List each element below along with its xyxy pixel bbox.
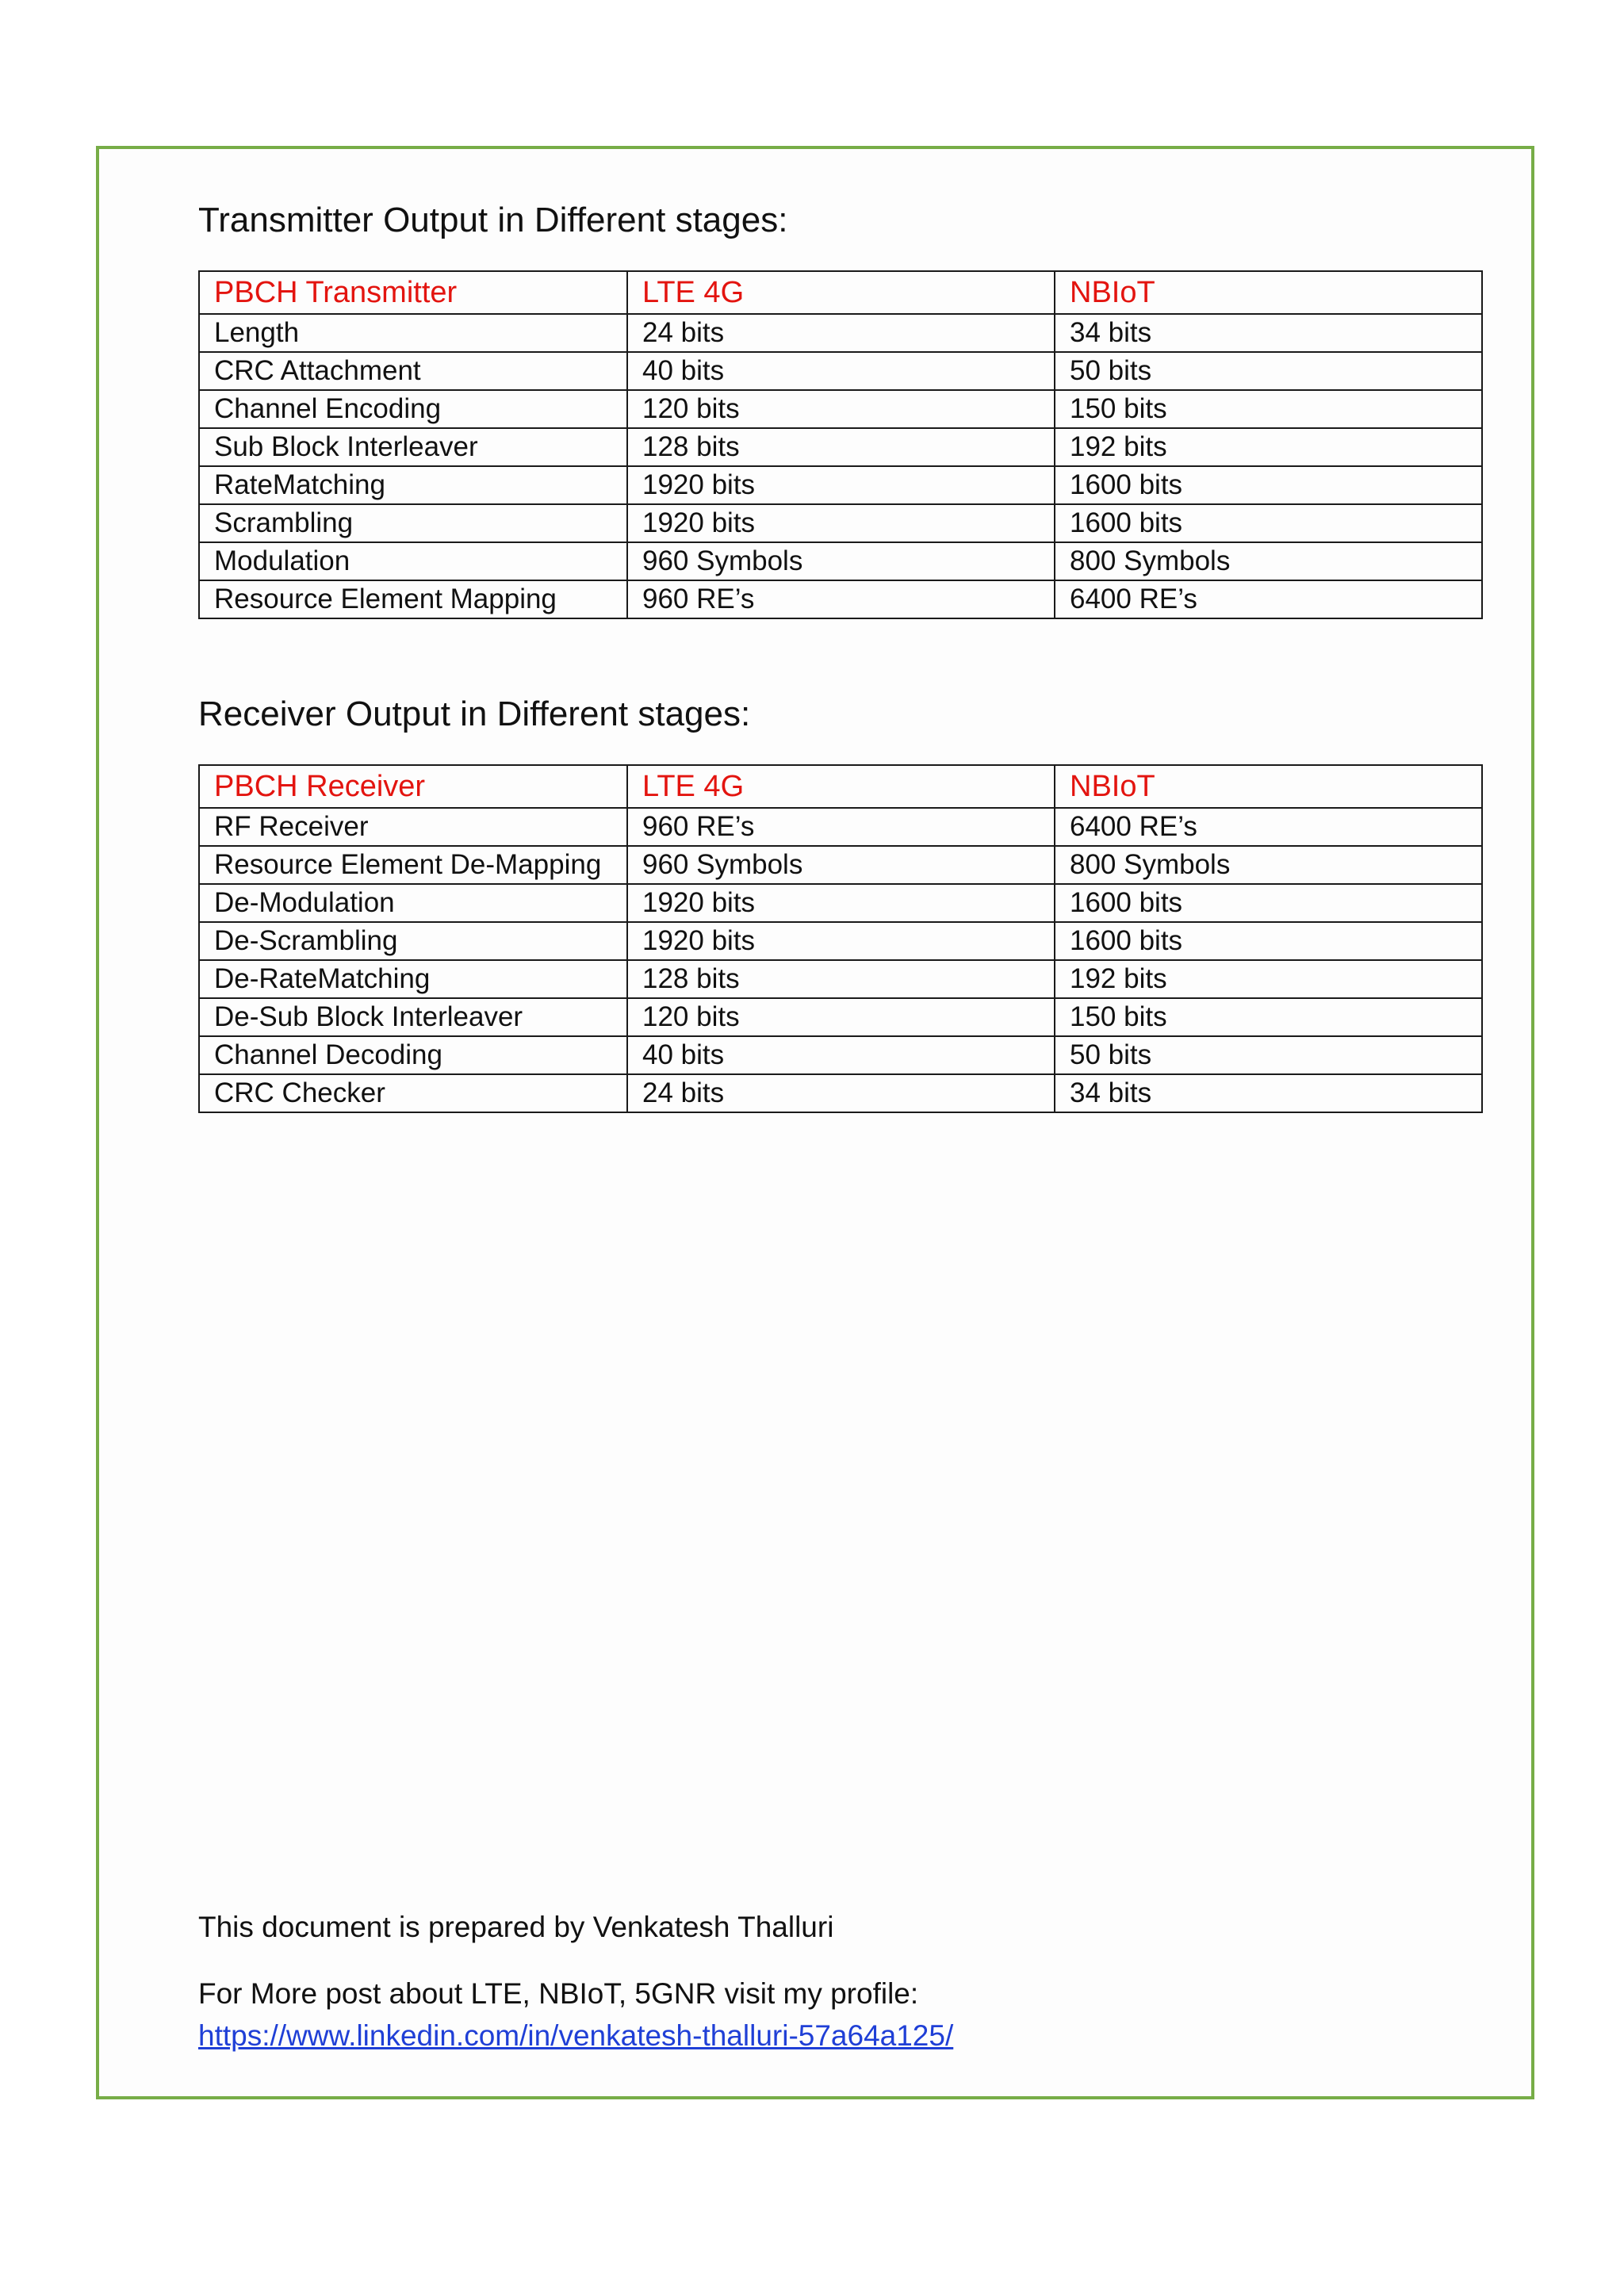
lte-value-cell: 1920 bits (627, 884, 1055, 922)
profile-invitation: For More post about LTE, NBIoT, 5GNR visit my profile: (198, 1977, 919, 2010)
nbiot-value-cell: 50 bits (1055, 1036, 1482, 1074)
stage-name-cell: CRC Checker (199, 1074, 627, 1112)
lte-value-cell: 960 Symbols (627, 542, 1055, 580)
table-row (199, 504, 1482, 542)
table-row (199, 1074, 1482, 1112)
table-row (199, 998, 1482, 1036)
column-header: NBIoT (1055, 765, 1482, 808)
receiver-table (198, 764, 1483, 1113)
stage-name-cell: Sub Block Interleaver (199, 428, 627, 466)
table-row (199, 960, 1482, 998)
stage-name-cell: De-Scrambling (199, 922, 627, 960)
lte-value-cell: 1920 bits (627, 466, 1055, 504)
table-row (199, 580, 1482, 618)
stage-name-cell: De-Modulation (199, 884, 627, 922)
lte-value-cell: 128 bits (627, 960, 1055, 998)
stage-name-cell: Modulation (199, 542, 627, 580)
transmitter-heading: Transmitter Output in Different stages: (198, 201, 788, 239)
lte-value-cell: 1920 bits (627, 922, 1055, 960)
table-row (199, 884, 1482, 922)
stage-name-cell: Resource Element Mapping (199, 580, 627, 618)
lte-value-cell: 24 bits (627, 314, 1055, 352)
stage-name-cell: CRC Attachment (199, 352, 627, 390)
nbiot-value-cell: 192 bits (1055, 960, 1482, 998)
table-header-row (199, 271, 1482, 314)
table-row (199, 1036, 1482, 1074)
lte-value-cell: 1920 bits (627, 504, 1055, 542)
lte-value-cell: 24 bits (627, 1074, 1055, 1112)
column-header: LTE 4G (627, 765, 1055, 808)
stage-name-cell: RF Receiver (199, 808, 627, 846)
column-header: PBCH Transmitter (199, 271, 627, 314)
stage-name-cell: Channel Encoding (199, 390, 627, 428)
nbiot-value-cell: 800 Symbols (1055, 542, 1482, 580)
receiver-heading: Receiver Output in Different stages: (198, 695, 751, 733)
nbiot-value-cell: 6400 RE’s (1055, 580, 1482, 618)
stage-name-cell: Length (199, 314, 627, 352)
table-row (199, 314, 1482, 352)
lte-value-cell: 40 bits (627, 352, 1055, 390)
author-credit: This document is prepared by Venkatesh Thalluri (198, 1911, 834, 1943)
stage-name-cell: De-RateMatching (199, 960, 627, 998)
lte-value-cell: 960 RE’s (627, 580, 1055, 618)
table-row (199, 352, 1482, 390)
lte-value-cell: 40 bits (627, 1036, 1055, 1074)
nbiot-value-cell: 800 Symbols (1055, 846, 1482, 884)
nbiot-value-cell: 150 bits (1055, 390, 1482, 428)
lte-value-cell: 128 bits (627, 428, 1055, 466)
column-header: PBCH Receiver (199, 765, 627, 808)
stage-name-cell: RateMatching (199, 466, 627, 504)
table-row (199, 922, 1482, 960)
table-row (199, 428, 1482, 466)
nbiot-value-cell: 1600 bits (1055, 884, 1482, 922)
nbiot-value-cell: 50 bits (1055, 352, 1482, 390)
table-row (199, 808, 1482, 846)
lte-value-cell: 960 Symbols (627, 846, 1055, 884)
nbiot-value-cell: 150 bits (1055, 998, 1482, 1036)
transmitter-table (198, 270, 1483, 619)
column-header: LTE 4G (627, 271, 1055, 314)
column-header: NBIoT (1055, 271, 1482, 314)
linkedin-profile-link[interactable]: https://www.linkedin.com/in/venkatesh-thalluri-57a64a125/ (198, 2019, 954, 2052)
stage-name-cell: De-Sub Block Interleaver (199, 998, 627, 1036)
nbiot-value-cell: 1600 bits (1055, 922, 1482, 960)
table-row (199, 466, 1482, 504)
nbiot-value-cell: 192 bits (1055, 428, 1482, 466)
lte-value-cell: 120 bits (627, 390, 1055, 428)
lte-value-cell: 960 RE’s (627, 808, 1055, 846)
stage-name-cell: Scrambling (199, 504, 627, 542)
stage-name-cell: Channel Decoding (199, 1036, 627, 1074)
stage-name-cell: Resource Element De-Mapping (199, 846, 627, 884)
nbiot-value-cell: 34 bits (1055, 1074, 1482, 1112)
table-header-row (199, 765, 1482, 808)
table-row (199, 542, 1482, 580)
table-row (199, 846, 1482, 884)
lte-value-cell: 120 bits (627, 998, 1055, 1036)
nbiot-value-cell: 34 bits (1055, 314, 1482, 352)
table-row (199, 390, 1482, 428)
nbiot-value-cell: 1600 bits (1055, 504, 1482, 542)
nbiot-value-cell: 6400 RE’s (1055, 808, 1482, 846)
nbiot-value-cell: 1600 bits (1055, 466, 1482, 504)
